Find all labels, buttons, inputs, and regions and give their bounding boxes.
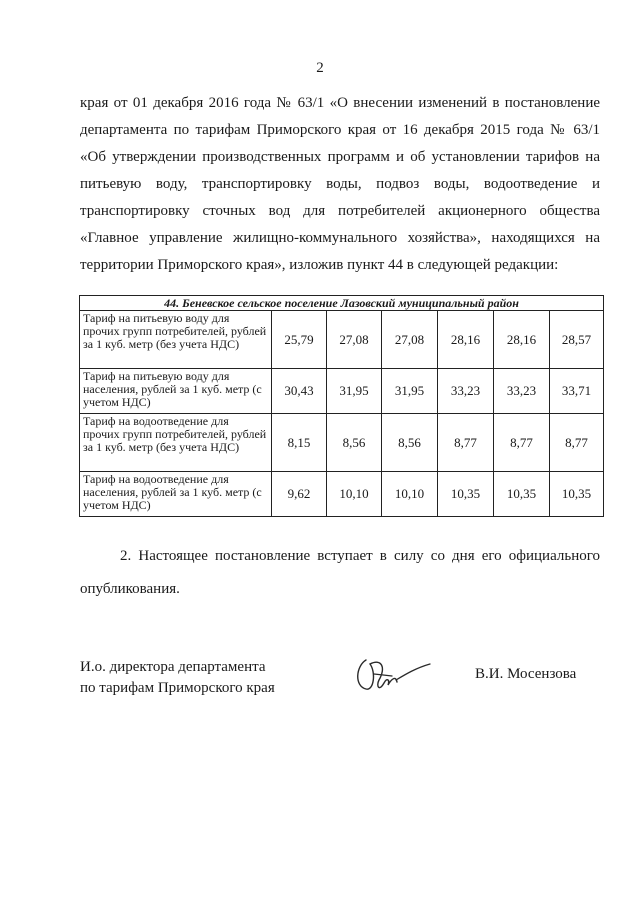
tariff-value: 27,08 [382, 311, 438, 369]
tariff-value: 28,16 [494, 311, 550, 369]
tariff-value: 8,77 [550, 414, 604, 472]
table-row [80, 369, 604, 414]
table-row [80, 472, 604, 517]
tariff-value: 33,23 [438, 369, 494, 414]
paragraph-line: края от 01 декабря 2016 года № 63/1 «О внесении изменений в постановление [80, 95, 600, 111]
table-row [80, 311, 604, 369]
paragraph-line: транспортировку сточных вод для потребителей акционерного общества [80, 203, 600, 219]
tariff-value: 33,71 [550, 369, 604, 414]
tariff-value: 8,15 [272, 414, 327, 472]
tariff-value: 9,62 [272, 472, 327, 517]
paragraph-line: «Об утверждении производственных программ и об установлении тарифов на [80, 149, 600, 165]
handwritten-signature [352, 652, 432, 697]
table-header: 44. Беневское сельское поселение Лазовский муниципальный район [80, 296, 604, 311]
tariff-value: 10,35 [494, 472, 550, 517]
tariff-value: 27,08 [327, 311, 382, 369]
effective-date-clause [80, 540, 600, 606]
tariff-value: 25,79 [272, 311, 327, 369]
clause-line: опубликования. [80, 581, 180, 597]
tariff-value: 31,95 [382, 369, 438, 414]
page-number: 2 [316, 60, 324, 76]
tariff-value: 10,35 [550, 472, 604, 517]
tariff-table [79, 295, 604, 517]
tariff-value: 30,43 [272, 369, 327, 414]
tariff-value: 10,10 [327, 472, 382, 517]
signatory-title-line: по тарифам Приморского края [80, 680, 275, 696]
tariff-name: Тариф на водоотведение для населения, рублей за 1 куб. метр (с учетом НДС) [80, 472, 272, 517]
tariff-name: Тариф на питьевую воду для прочих групп потребителей, рублей за 1 куб. метр (без учета НДС) [80, 311, 272, 369]
signatory-name: В.И. Мосензова [475, 666, 577, 682]
tariff-value: 8,56 [327, 414, 382, 472]
amendment-paragraph [80, 90, 600, 279]
tariff-value: 10,35 [438, 472, 494, 517]
tariff-value: 31,95 [327, 369, 382, 414]
tariff-value: 33,23 [494, 369, 550, 414]
signatory-title [80, 657, 275, 699]
tariff-name: Тариф на питьевую воду для населения, рублей за 1 куб. метр (с учетом НДС) [80, 369, 272, 414]
tariff-value: 8,77 [494, 414, 550, 472]
clause-line: 2. Настоящее постановление вступает в силу со дня его официального [120, 548, 600, 564]
tariff-value: 10,10 [382, 472, 438, 517]
paragraph-line: департамента по тарифам Приморского края от 16 декабря 2015 года № 63/1 [80, 122, 600, 138]
tariff-name: Тариф на водоотведение для прочих групп потребителей, рублей за 1 куб. метр (без учета НДС) [80, 414, 272, 472]
paragraph-line: территории Приморского края», изложив пункт 44 в следующей редакции: [80, 257, 559, 273]
tariff-value: 28,16 [438, 311, 494, 369]
table-header-row [80, 296, 604, 311]
tariff-value: 28,57 [550, 311, 604, 369]
signatory-title-line: И.о. директора департамента [80, 659, 266, 675]
tariff-value: 8,77 [438, 414, 494, 472]
table-row [80, 414, 604, 472]
tariff-value: 8,56 [382, 414, 438, 472]
paragraph-line: «Главное управление жилищно-коммунального хозяйства», находящихся на [80, 230, 600, 246]
paragraph-line: питьевую воду, транспортировку воды, подвоз воды, водоотведение и [80, 176, 600, 192]
